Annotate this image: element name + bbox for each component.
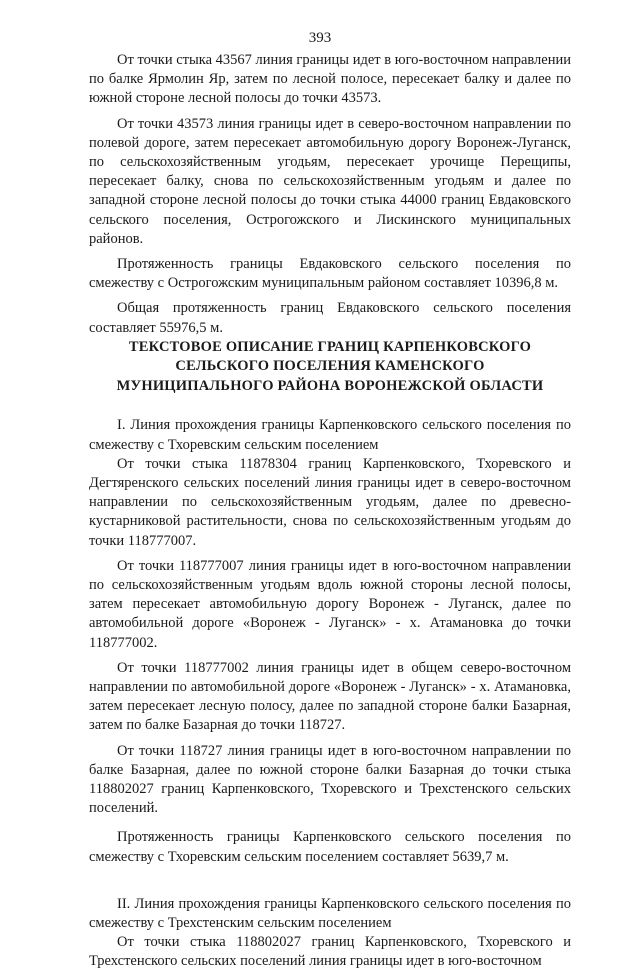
heading-line-3: МУНИЦИПАЛЬНОГО РАЙОНА ВОРОНЕЖСКОЙ ОБЛАСТИ	[116, 377, 544, 394]
page-number: 393	[308, 30, 332, 46]
section-1-paragraph: От точки 118777007 линия границы идет в юго-восточном направлении по сельскохозяйственным угодьям вдоль южной стороны лесной полосы, затем пересекает автомобильную дорогу Воронеж - Луганск, далее по автомобильной дороге «Воронеж - Луганск» - х. Атамановка до точки 118777002.	[89, 557, 571, 651]
section-1-paragraph: От точки 118777002 линия границы идет в общем северо-восточном направлении по автомобильной дороге «Воронеж - Луганск» - х. Атамановка, затем пересекает лесную полосу, далее по западной стороне балки Базарная, затем по балке Базарная до точки 118727.	[89, 659, 571, 734]
section-1-paragraph: От точки 118727 линия границы идет в юго-восточном направлении по балке Базарная, далее по южной стороне балки Базарная до точки стыка 118802027 границ Карпенковского, Тхоревского и Трехстенского сельских поселений.	[89, 742, 571, 817]
section-1-paragraph: От точки стыка 11878304 границ Карпенковского, Тхоревского и Дегтяренского сельских поселений линия границы идет в северо-восточном направлении по сельскохозяйственным угодьям, далее по древесно-кустарниковой растительности, снова по сельскохозяйственным угодьям до точки 118777007.	[89, 455, 571, 549]
section-heading	[89, 338, 571, 397]
paragraph-boundary-43567: От точки стыка 43567 линия границы идет в юго-восточном направлении по балке Ярмолин Яр, затем по лесной полосе, пересекает балку и далее по южной стороне лесной полосы до точки 43573.	[89, 52, 571, 107]
section-2-paragraph: От точки стыка 118802027 границ Карпенковского, Тхоревского и Трехстенского сельских поселений линия границы идет в юго-восточном	[89, 934, 571, 970]
section-1-length: Протяженность границы Карпенковского сельского поселения по смежеству с Тхоревским сельским поселением составляет 5639,7 м.	[89, 829, 571, 865]
document-body	[89, 51, 571, 972]
paragraph-boundary-43573: От точки 43573 линия границы идет в северо-восточном направлении по полевой дороге, затем пересекает автомобильную дорогу Воронеж-Луганск, по сельскохозяйственным угодьям, пересекает урочище Перещипы, пересекает балку, снова по сельскохозяйственным угодьям и далее по западной стороне лесной полосы до точки стыка 44000 границ Евдаковского сельского поселения, Острогожского и Лискинского муниципальных районов.	[89, 115, 571, 247]
section-2-title: II. Линия прохождения границы Карпенковского сельского поселения по смежеству с Трехстенским сельским поселением	[89, 895, 571, 932]
section-1-title: I. Линия прохождения границы Карпенковского сельского поселения по смежеству с Тхоревским сельским поселением	[89, 417, 571, 453]
heading-line-2: СЕЛЬСКОГО ПОСЕЛЕНИЯ КАМЕНСКОГО	[175, 358, 485, 375]
heading-line-1: ТЕКСТОВОЕ ОПИСАНИЕ ГРАНИЦ КАРПЕНКОВСКОГО	[128, 338, 532, 355]
paragraph-length-ostrogozhsky: Протяженность границы Евдаковского сельского поселения по смежеству с Острогожским муниципальным районом составляет 10396,8 м.	[89, 256, 571, 292]
paragraph-total-length: Общая протяженность границ Евдаковского сельского поселения составляет 55976,5 м.	[89, 300, 571, 336]
